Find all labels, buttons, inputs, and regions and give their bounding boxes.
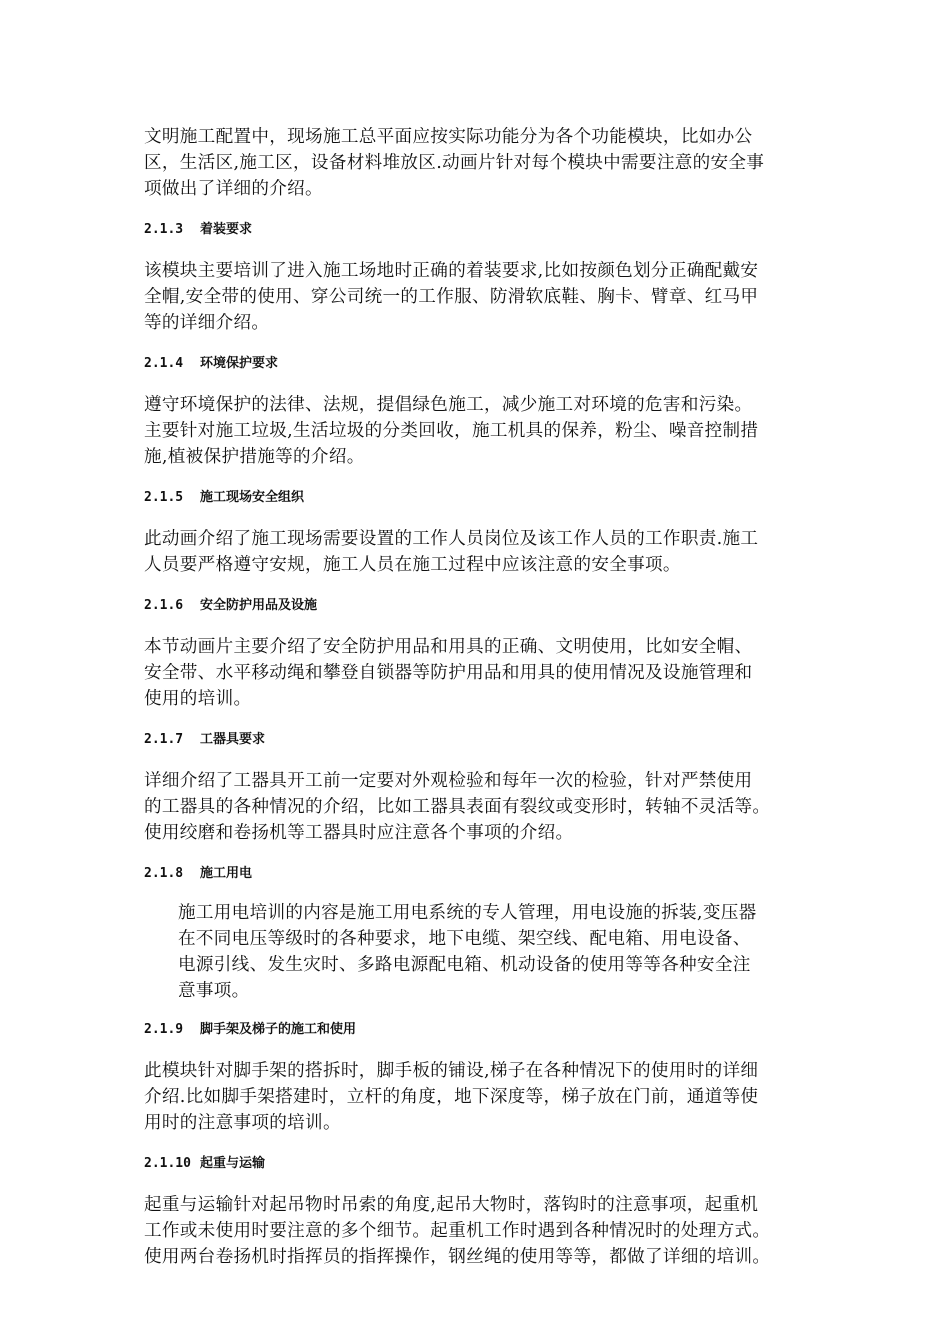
- text-line: 施,植被保护措施等的介绍。: [144, 447, 365, 467]
- text-line: 该模块主要培训了进入施工场地时正确的着装要求,比如按颜色划分正确配戴安: [144, 261, 759, 281]
- text-line: 等的详细介绍。: [144, 313, 270, 333]
- section-heading-2-1-5: [144, 488, 824, 508]
- text-line: 遵守环境保护的法律、法规，提倡绿色施工，减少施工对环境的危害和污染。: [144, 395, 753, 415]
- text-line: 主要针对施工垃圾,生活垃圾的分类回收，施工机具的保养，粉尘、噪音控制措: [144, 421, 759, 441]
- section-title: 施工用电: [200, 866, 253, 881]
- section-heading-2-1-7: [144, 730, 824, 750]
- document-body: [144, 124, 824, 1270]
- text-line: 人员要严格遵守安规，施工人员在施工过程中应该注意的安全事项。: [144, 555, 681, 575]
- text-line: 在不同电压等级时的各种要求，地下电缆、架空线、配电箱、用电设备、: [178, 929, 751, 949]
- section-number: 2.1.9: [144, 1022, 184, 1037]
- text-line: 文明施工配置中，现场施工总平面应按实际功能分为各个功能模块，比如办公: [144, 127, 753, 147]
- text-line: 使用的培训。: [144, 689, 252, 709]
- text-line: 电源引线、发生灾时、多路电源配电箱、机动设备的使用等等各种安全注: [178, 955, 751, 975]
- paragraph-tools: [144, 768, 824, 846]
- text-line: 此模块针对脚手架的搭拆时，脚手板的铺设,梯子在各种情况下的使用时的详细: [144, 1061, 759, 1081]
- section-title: 着装要求: [200, 222, 253, 237]
- section-number: 2.1.7: [144, 732, 184, 747]
- text-line: 介绍.比如脚手架搭建时，立杆的角度，地下深度等，梯子放在门前，通道等使: [144, 1087, 759, 1107]
- section-heading-2-1-4: [144, 354, 824, 374]
- section-number: 2.1.4: [144, 356, 184, 371]
- text-line: 安全带、水平移动绳和攀登自锁器等防护用品和用具的使用情况及设施管理和: [144, 663, 753, 683]
- section-title: 环境保护要求: [200, 356, 279, 371]
- text-line: 项做出了详细的介绍。: [144, 179, 323, 199]
- text-line: 使用绞磨和卷扬机等工器具时应注意各个事项的介绍。: [144, 823, 574, 843]
- text-line: 的工器具的各种情况的介绍，比如工器具表面有裂纹或变形时，转轴不灵活等。: [144, 797, 771, 817]
- text-line: 用时的注意事项的培训。: [144, 1113, 341, 1133]
- paragraph-scaffolding: [144, 1058, 824, 1136]
- section-heading-2-1-10: [144, 1154, 824, 1174]
- section-heading-2-1-8: [144, 864, 824, 884]
- section-heading-2-1-6: [144, 596, 824, 616]
- section-title: 施工现场安全组织: [200, 490, 305, 505]
- text-line: 使用两台卷扬机时指挥员的指挥操作，钢丝绳的使用等等，都做了详细的培训。: [144, 1247, 771, 1267]
- paragraph-dress-code: [144, 258, 824, 336]
- paragraph-environment: [144, 392, 824, 470]
- text-line: 工作或未使用时要注意的多个细节。起重机工作时遇到各种情况时的处理方式。: [144, 1221, 771, 1241]
- section-title: 脚手架及梯子的施工和使用: [200, 1022, 357, 1037]
- section-title: 安全防护用品及设施: [200, 598, 318, 613]
- paragraph-intro: [144, 124, 824, 202]
- section-number: 2.1.8: [144, 866, 184, 881]
- section-number: 2.1.6: [144, 598, 184, 613]
- text-line: 意事项。: [178, 981, 250, 1001]
- text-line: 详细介绍了工器具开工前一定要对外观检验和每年一次的检验，针对严禁使用: [144, 771, 753, 791]
- text-line: 区，生活区,施工区，设备材料堆放区.动画片针对每个模块中需要注意的安全事: [144, 153, 765, 173]
- paragraph-site-organization: [144, 526, 824, 578]
- text-line: 本节动画片主要介绍了安全防护用品和用具的正确、文明使用，比如安全帽、: [144, 637, 753, 657]
- section-number: 2.1.10: [144, 1156, 191, 1171]
- section-title: 起重与运输: [200, 1156, 266, 1171]
- section-heading-2-1-3: [144, 220, 824, 240]
- paragraph-electricity: [144, 900, 824, 1004]
- paragraph-lifting-transport: [144, 1192, 824, 1270]
- text-line: 起重与运输针对起吊物时吊索的角度,起吊大物时，落钩时的注意事项，起重机: [144, 1195, 759, 1215]
- section-title: 工器具要求: [200, 732, 266, 747]
- paragraph-protective-equipment: [144, 634, 824, 712]
- text-line: 此动画介绍了施工现场需要设置的工作人员岗位及该工作人员的工作职责.施工: [144, 529, 759, 549]
- section-heading-2-1-9: [144, 1020, 824, 1040]
- section-number: 2.1.5: [144, 490, 184, 505]
- text-line: 全帽,安全带的使用、穿公司统一的工作服、防滑软底鞋、胸卡、臂章、红马甲: [144, 287, 759, 307]
- section-number: 2.1.3: [144, 222, 184, 237]
- text-line: 施工用电培训的内容是施工用电系统的专人管理，用电设施的拆装,变压器: [178, 903, 757, 923]
